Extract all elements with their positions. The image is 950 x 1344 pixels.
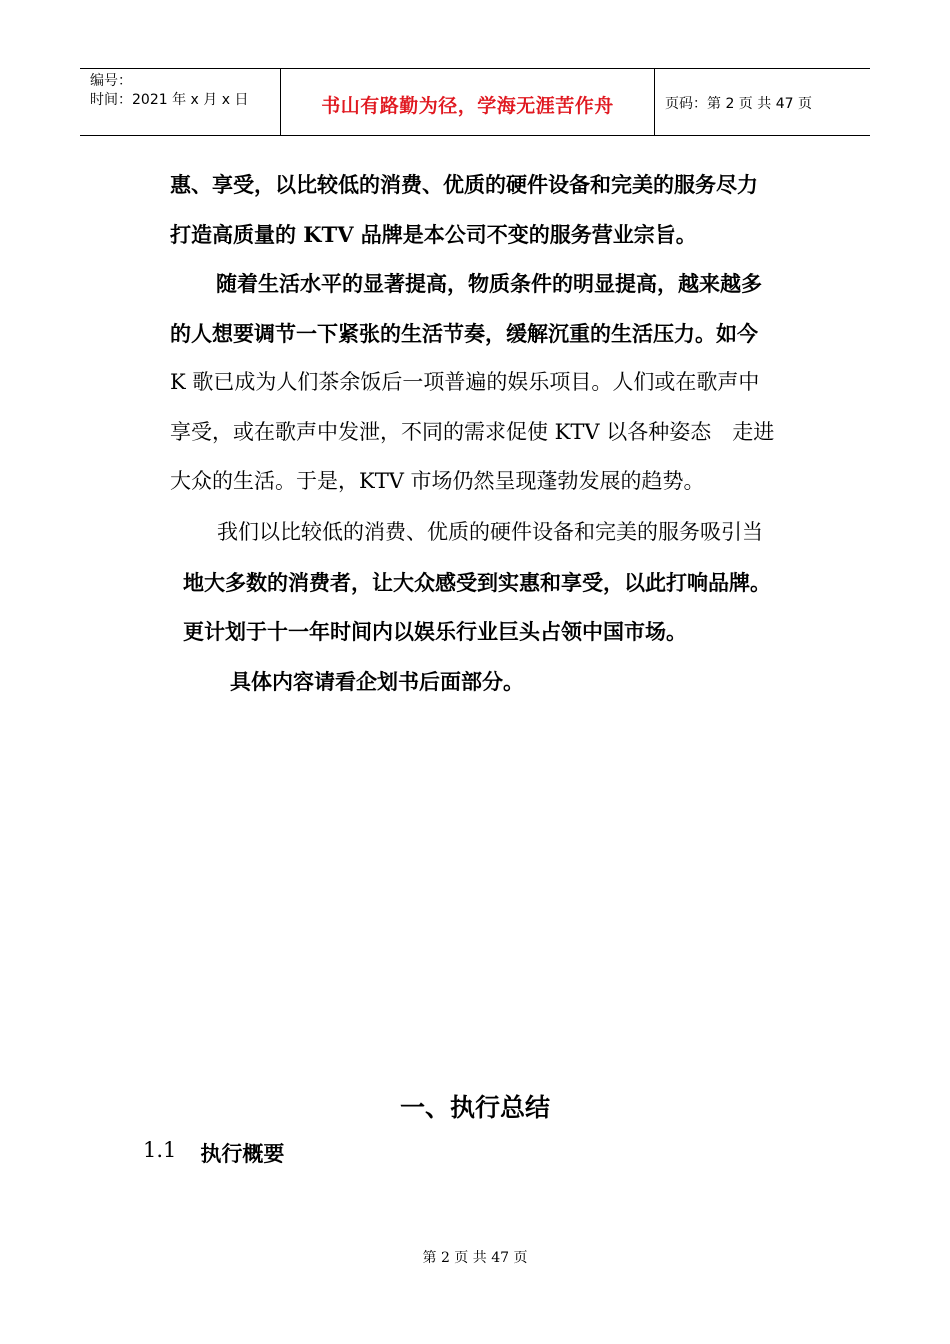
header-page-info: 页码：第 2 页 共 47 页 (665, 96, 812, 112)
subsection-number: 1.1 (143, 1138, 177, 1162)
header-time-label: 时间：2021 年 x 月 x 日 (90, 92, 249, 108)
paragraph-line: K 歌已成为人们茶余饭后一项普遍的娱乐项目。人们或在歌声中 (170, 370, 760, 394)
paragraph-line: 我们以比较低的消费、优质的硬件设备和完美的服务吸引当 (217, 520, 763, 544)
paragraph-line: 享受，或在歌声中发泄，不同的需求促使 KTV 以各种姿态 走进 (170, 419, 775, 444)
paragraph-line: 更计划于十一年时间内以娱乐行业巨头占领中国市场。 (183, 619, 687, 644)
paragraph-line: 随着生活水平的显著提高，物质条件的明显提高，越来越多 (216, 271, 762, 296)
paragraph-1 (170, 160, 810, 259)
subsection-heading (143, 1138, 284, 1168)
paragraph-line: 大众的生活。于是，KTV 市场仍然呈现蓬勃发展的趋势。 (170, 469, 705, 493)
header-meta-cell (80, 69, 281, 135)
paragraph-3 (183, 508, 823, 657)
paragraph-2 (170, 259, 810, 507)
paragraph-line: 地大多数的消费者，让大众感受到实惠和享受，以此打响品牌。 (183, 569, 771, 595)
paragraph-line: 惠、享受，以比较低的消费、优质的硬件设备和完美的服务尽力 (170, 172, 758, 197)
section-heading: 一、执行总结 (399, 1093, 550, 1122)
document-header (80, 68, 870, 136)
paragraph-line: 的人想要调节一下紧张的生活节奏，缓解沉重的生活压力。如今 (170, 320, 758, 346)
paragraph-4: 具体内容请看企划书后面部分。 (230, 669, 524, 694)
paragraph-line: 打造高质量的 KTV 品牌是本公司不变的服务营业宗旨。 (170, 221, 697, 247)
subsection-title: 执行概要 (200, 1141, 285, 1166)
header-motto: 书山有路勤为径，学海无涯苦作舟 (281, 69, 655, 135)
header-number-label: 编号： (90, 73, 132, 89)
page-footer: 第 2 页 共 47 页 (422, 1250, 528, 1266)
